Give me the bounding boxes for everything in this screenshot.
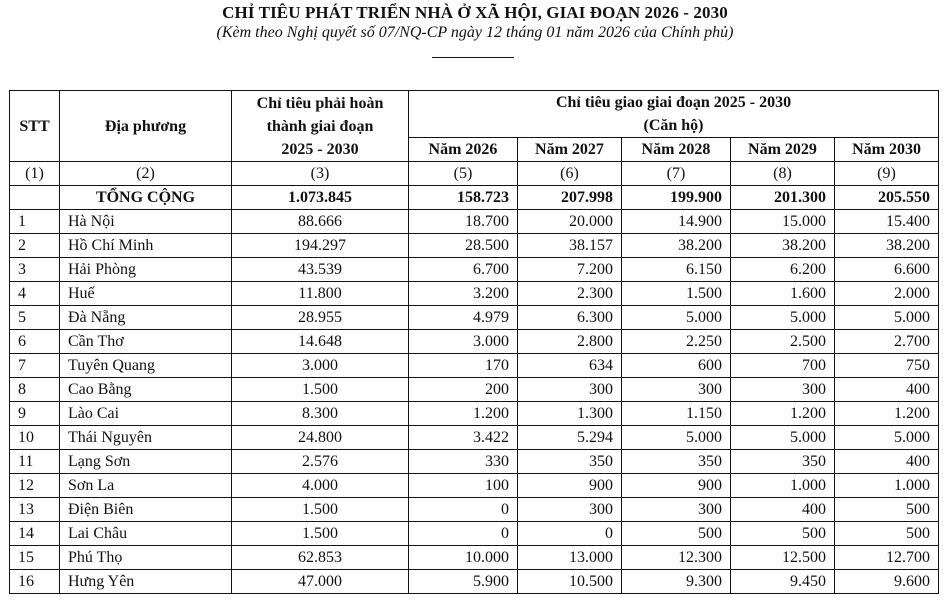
row-2028: 12.300 — [622, 546, 731, 570]
row-2026: 0 — [409, 522, 518, 546]
row-stt: 1 — [10, 210, 60, 234]
row-stt: 4 — [10, 282, 60, 306]
row-2026: 28.500 — [409, 234, 518, 258]
row-2028: 6.150 — [622, 258, 731, 282]
row-2029: 9.450 — [731, 570, 835, 594]
row-2026: 170 — [409, 354, 518, 378]
row-2029: 500 — [731, 522, 835, 546]
total-label: TỔNG CỘNG — [60, 186, 232, 210]
row-2028: 600 — [622, 354, 731, 378]
index-cell: (3) — [232, 162, 409, 186]
row-stt: 2 — [10, 234, 60, 258]
row-2030: 2.000 — [835, 282, 939, 306]
row-locality: Hưng Yên — [60, 570, 232, 594]
index-cell: (7) — [622, 162, 731, 186]
row-locality: Huế — [60, 282, 232, 306]
row-2026: 4.979 — [409, 306, 518, 330]
table-row — [10, 378, 939, 402]
table-row — [10, 570, 939, 594]
row-target: 4.000 — [232, 474, 409, 498]
row-2028: 300 — [622, 378, 731, 402]
row-2028: 5.000 — [622, 306, 731, 330]
row-target: 2.576 — [232, 450, 409, 474]
row-stt: 13 — [10, 498, 60, 522]
row-2028: 350 — [622, 450, 731, 474]
row-2029: 6.200 — [731, 258, 835, 282]
total-target: 1.073.845 — [232, 186, 409, 210]
table-row — [10, 402, 939, 426]
row-2026: 330 — [409, 450, 518, 474]
index-cell: (6) — [518, 162, 622, 186]
header-year-2030: Năm 2030 — [835, 138, 939, 162]
total-2026: 158.723 — [409, 186, 518, 210]
row-2026: 10.000 — [409, 546, 518, 570]
row-2027: 38.157 — [518, 234, 622, 258]
row-2026: 0 — [409, 498, 518, 522]
row-2028: 5.000 — [622, 426, 731, 450]
row-2027: 300 — [518, 378, 622, 402]
row-2030: 500 — [835, 498, 939, 522]
table-row — [10, 354, 939, 378]
table-row — [10, 210, 939, 234]
row-locality: Đà Nẵng — [60, 306, 232, 330]
row-2030: 12.700 — [835, 546, 939, 570]
row-2030: 5.000 — [835, 426, 939, 450]
row-2029: 1.000 — [731, 474, 835, 498]
header-target-line2: thành giai đoạn — [266, 117, 374, 135]
header-group-line2: (Căn hộ) — [643, 117, 704, 134]
header-year-2028: Năm 2028 — [622, 138, 731, 162]
header-locality: Địa phương — [60, 91, 232, 162]
row-2026: 3.422 — [409, 426, 518, 450]
row-target: 3.000 — [232, 354, 409, 378]
row-2029: 5.000 — [731, 426, 835, 450]
row-target: 1.500 — [232, 378, 409, 402]
header-stt: STT — [10, 91, 60, 162]
row-stt: 16 — [10, 570, 60, 594]
row-2028: 2.250 — [622, 330, 731, 354]
row-stt: 8 — [10, 378, 60, 402]
row-2028: 9.300 — [622, 570, 731, 594]
document-subtitle: (Kèm theo Nghị quyết số 07/NQ-CP ngày 12 tháng 01 năm 2026 của Chính phủ) — [216, 24, 734, 41]
row-2027: 350 — [518, 450, 622, 474]
row-2028: 14.900 — [622, 210, 731, 234]
row-target: 28.955 — [232, 306, 409, 330]
row-locality: Phú Thọ — [60, 546, 232, 570]
row-locality: Cao Bằng — [60, 378, 232, 402]
header-year-2029: Năm 2029 — [731, 138, 835, 162]
row-2028: 900 — [622, 474, 731, 498]
row-2029: 5.000 — [731, 306, 835, 330]
row-2027: 0 — [518, 522, 622, 546]
document-title: CHỈ TIÊU PHÁT TRIỂN NHÀ Ở XÃ HỘI, GIAI ĐOẠN 2026 - 2030 — [222, 3, 728, 22]
table-row — [10, 234, 939, 258]
index-cell: (8) — [731, 162, 835, 186]
row-2026: 100 — [409, 474, 518, 498]
column-index-row — [10, 162, 939, 186]
total-2027: 207.998 — [518, 186, 622, 210]
row-2030: 5.000 — [835, 306, 939, 330]
header-annual-group — [409, 91, 939, 138]
index-cell: (2) — [60, 162, 232, 186]
title-underline — [432, 57, 514, 58]
row-target: 88.666 — [232, 210, 409, 234]
row-2026: 5.900 — [409, 570, 518, 594]
total-row — [10, 186, 939, 210]
row-2029: 38.200 — [731, 234, 835, 258]
row-2030: 15.400 — [835, 210, 939, 234]
table-row — [10, 546, 939, 570]
row-stt: 12 — [10, 474, 60, 498]
header-row-1 — [10, 91, 939, 138]
row-stt: 5 — [10, 306, 60, 330]
row-2030: 38.200 — [835, 234, 939, 258]
row-2029: 15.000 — [731, 210, 835, 234]
row-2030: 9.600 — [835, 570, 939, 594]
row-2027: 300 — [518, 498, 622, 522]
row-locality: Thái Nguyên — [60, 426, 232, 450]
row-stt: 14 — [10, 522, 60, 546]
row-2030: 1.200 — [835, 402, 939, 426]
header-year-2026: Năm 2026 — [409, 138, 518, 162]
index-cell: (1) — [10, 162, 60, 186]
row-locality: Sơn La — [60, 474, 232, 498]
total-2028: 199.900 — [622, 186, 731, 210]
row-2029: 400 — [731, 498, 835, 522]
row-2027: 13.000 — [518, 546, 622, 570]
housing-quota-table — [9, 90, 939, 594]
row-2027: 2.300 — [518, 282, 622, 306]
row-stt: 7 — [10, 354, 60, 378]
row-2027: 5.294 — [518, 426, 622, 450]
row-2028: 500 — [622, 522, 731, 546]
index-cell: (9) — [835, 162, 939, 186]
index-cell: (5) — [409, 162, 518, 186]
row-2027: 634 — [518, 354, 622, 378]
row-2030: 500 — [835, 522, 939, 546]
row-locality: Tuyên Quang — [60, 354, 232, 378]
row-locality: Hải Phòng — [60, 258, 232, 282]
row-target: 11.800 — [232, 282, 409, 306]
row-2029: 700 — [731, 354, 835, 378]
row-target: 1.500 — [232, 522, 409, 546]
row-2027: 6.300 — [518, 306, 622, 330]
row-target: 14.648 — [232, 330, 409, 354]
table-row — [10, 450, 939, 474]
row-2030: 400 — [835, 450, 939, 474]
row-2026: 1.200 — [409, 402, 518, 426]
row-locality: Lai Châu — [60, 522, 232, 546]
row-stt: 6 — [10, 330, 60, 354]
row-2029: 12.500 — [731, 546, 835, 570]
table-row — [10, 330, 939, 354]
header-target — [232, 91, 409, 162]
table-row — [10, 282, 939, 306]
row-2027: 1.300 — [518, 402, 622, 426]
row-stt: 10 — [10, 426, 60, 450]
table-row — [10, 498, 939, 522]
row-target: 194.297 — [232, 234, 409, 258]
header-group-line1: Chỉ tiêu giao giai đoạn 2025 - 2030 — [555, 94, 792, 111]
row-2026: 18.700 — [409, 210, 518, 234]
row-target: 62.853 — [232, 546, 409, 570]
row-2027: 20.000 — [518, 210, 622, 234]
row-stt: 3 — [10, 258, 60, 282]
row-2027: 7.200 — [518, 258, 622, 282]
header-target-line1: Chỉ tiêu phải hoàn — [256, 94, 384, 112]
row-2026: 3.000 — [409, 330, 518, 354]
row-2030: 2.700 — [835, 330, 939, 354]
row-2027: 10.500 — [518, 570, 622, 594]
row-target: 47.000 — [232, 570, 409, 594]
row-2028: 1.500 — [622, 282, 731, 306]
row-2030: 6.600 — [835, 258, 939, 282]
total-2029: 201.300 — [731, 186, 835, 210]
row-2029: 1.600 — [731, 282, 835, 306]
header-year-2027: Năm 2027 — [518, 138, 622, 162]
row-2026: 3.200 — [409, 282, 518, 306]
row-target: 24.800 — [232, 426, 409, 450]
row-2029: 2.500 — [731, 330, 835, 354]
row-locality: Điện Biên — [60, 498, 232, 522]
row-2026: 200 — [409, 378, 518, 402]
table-row — [10, 474, 939, 498]
row-target: 8.300 — [232, 402, 409, 426]
table-row — [10, 522, 939, 546]
row-target: 43.539 — [232, 258, 409, 282]
row-2028: 38.200 — [622, 234, 731, 258]
row-locality: Hồ Chí Minh — [60, 234, 232, 258]
row-2030: 400 — [835, 378, 939, 402]
row-2029: 350 — [731, 450, 835, 474]
row-2028: 300 — [622, 498, 731, 522]
row-locality: Lào Cai — [60, 402, 232, 426]
row-2028: 1.150 — [622, 402, 731, 426]
table-row — [10, 426, 939, 450]
row-locality: Lạng Sơn — [60, 450, 232, 474]
total-2030: 205.550 — [835, 186, 939, 210]
row-stt: 11 — [10, 450, 60, 474]
row-2029: 1.200 — [731, 402, 835, 426]
table-row — [10, 306, 939, 330]
row-2030: 1.000 — [835, 474, 939, 498]
row-target: 1.500 — [232, 498, 409, 522]
header-target-line3: 2025 - 2030 — [281, 140, 359, 158]
row-2030: 750 — [835, 354, 939, 378]
row-2027: 2.800 — [518, 330, 622, 354]
row-2027: 900 — [518, 474, 622, 498]
table-row — [10, 258, 939, 282]
row-locality: Cần Thơ — [60, 330, 232, 354]
row-stt: 9 — [10, 402, 60, 426]
row-2029: 300 — [731, 378, 835, 402]
row-stt: 15 — [10, 546, 60, 570]
row-2026: 6.700 — [409, 258, 518, 282]
row-locality: Hà Nội — [60, 210, 232, 234]
